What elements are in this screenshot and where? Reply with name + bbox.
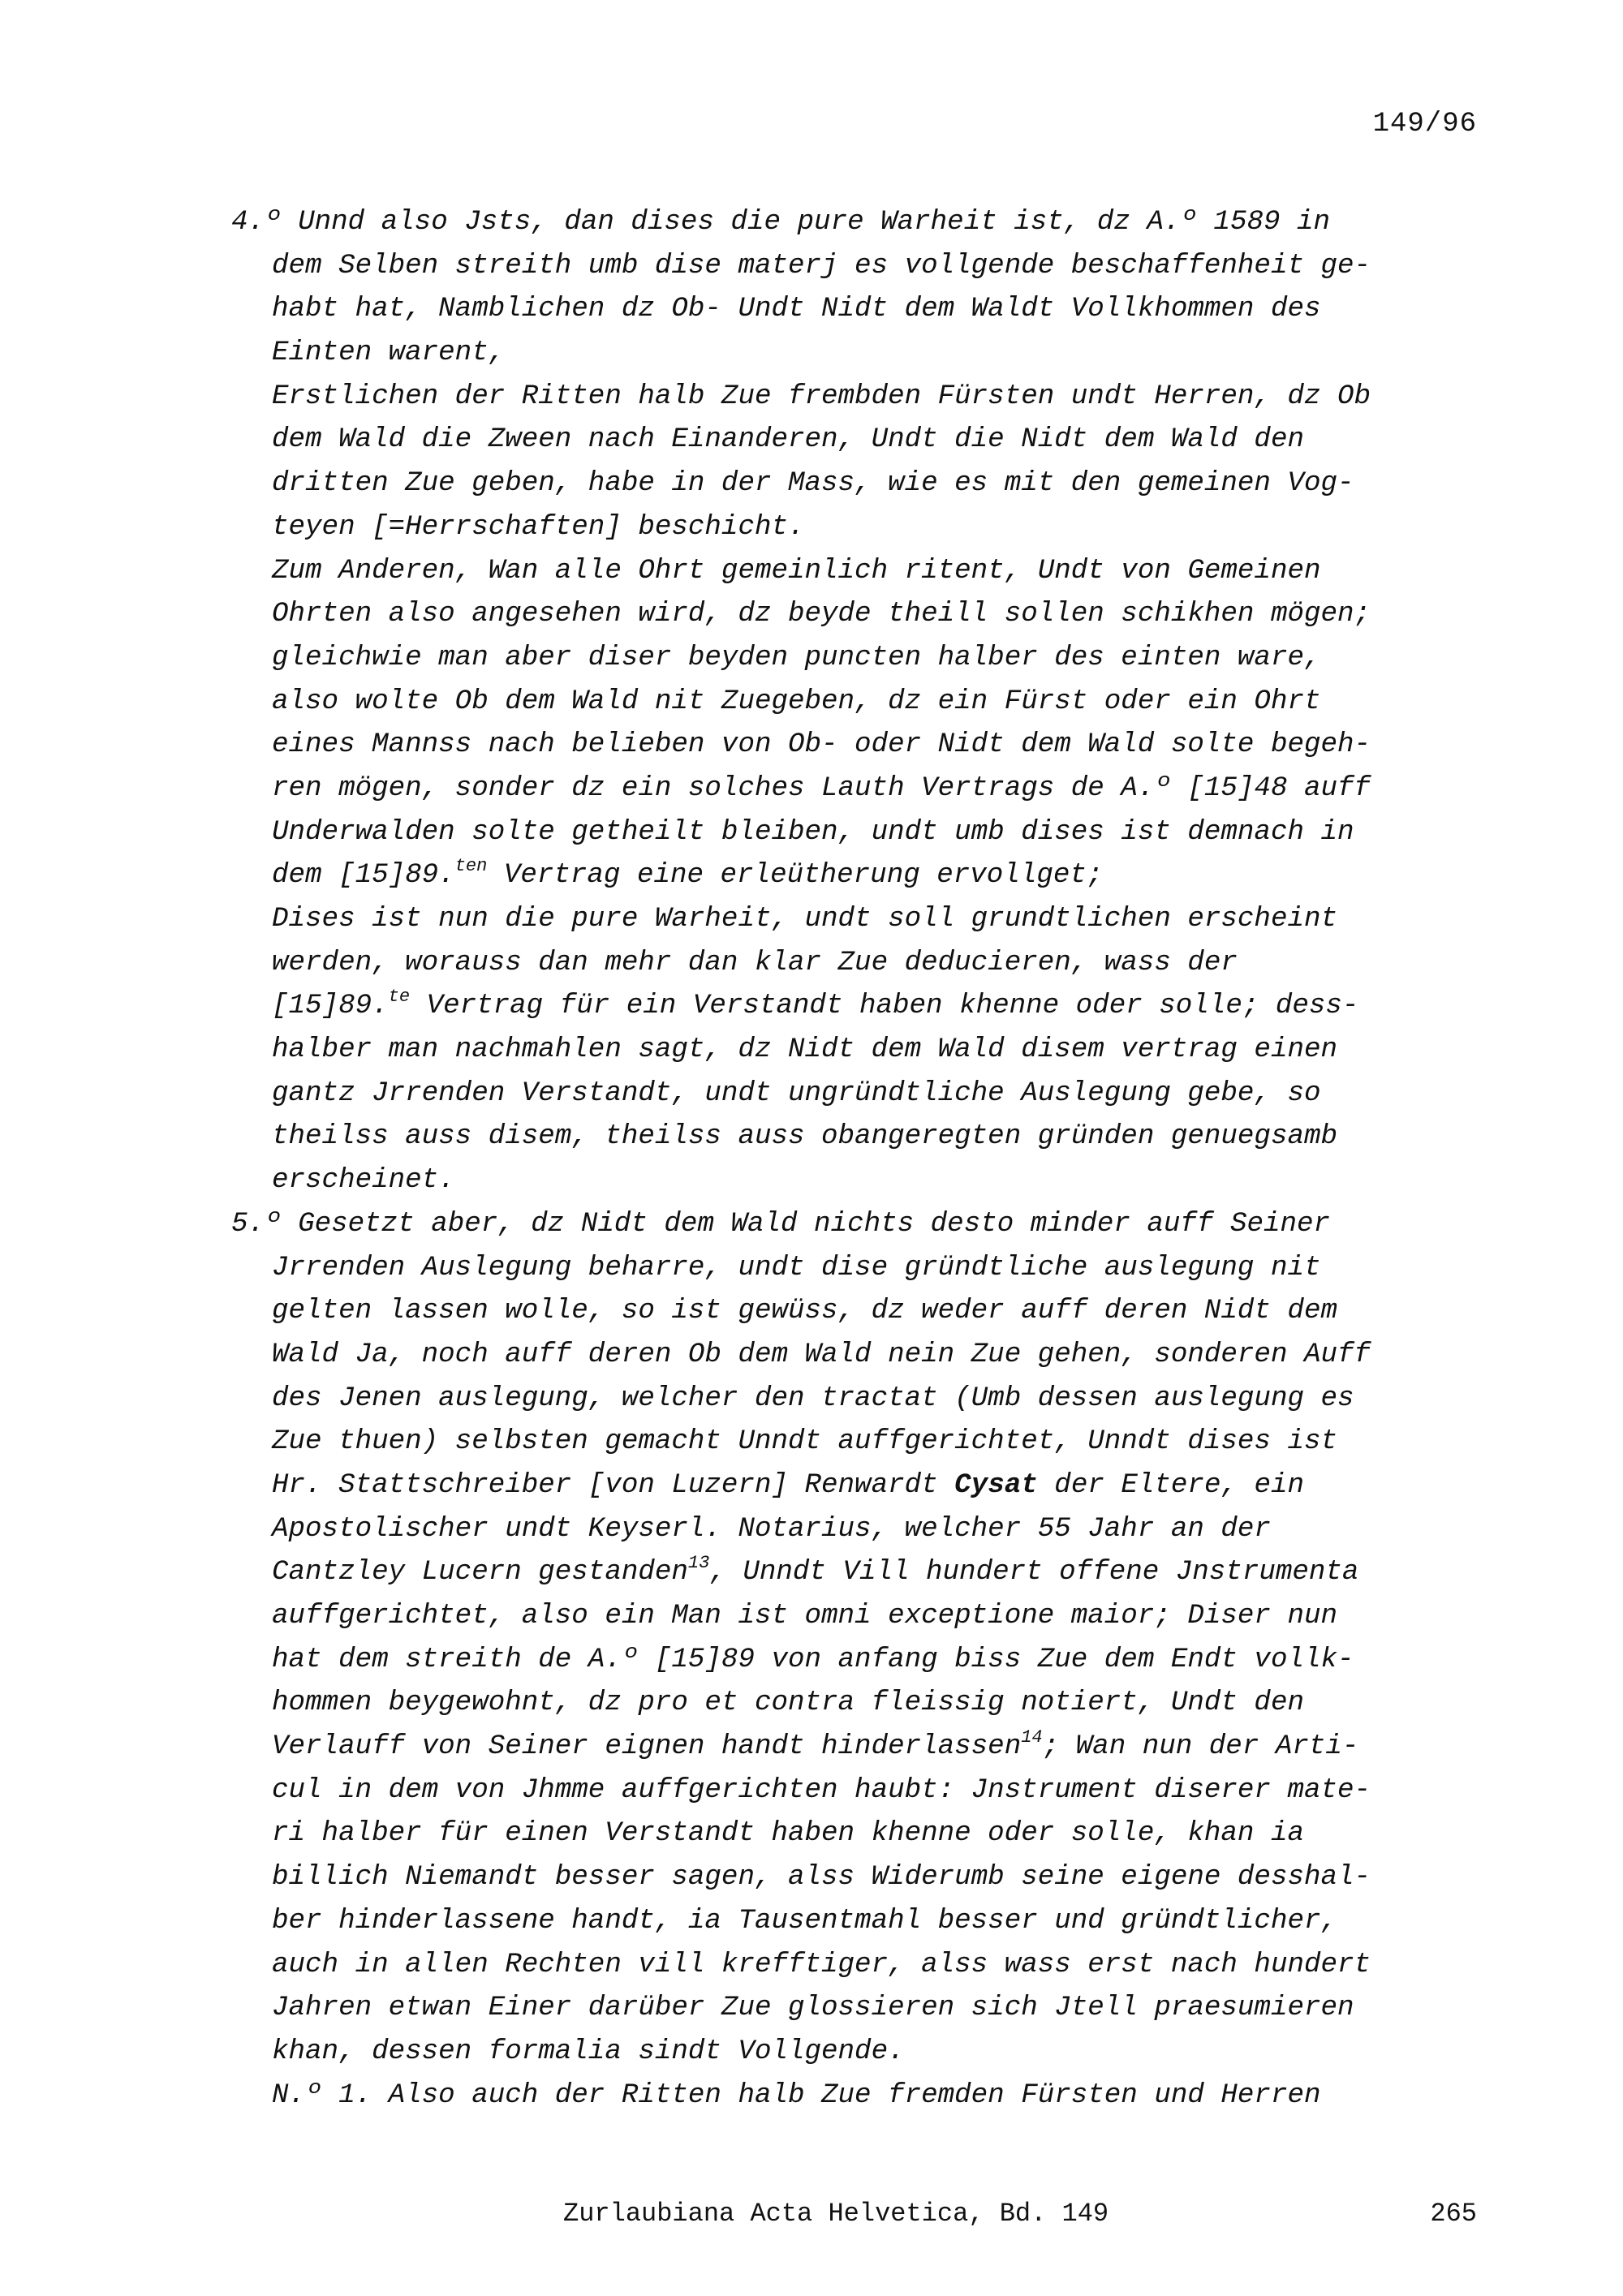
text-line: N.º 1. Also auch der Ritten halb Zue fremden Fürsten und Herren: [272, 2079, 1321, 2111]
text-segment: ; Wan nun der Arti-: [1042, 1731, 1359, 1763]
text-line: dritten Zue geben, habe in der Mass, wie es mit den gemeinen Vog-: [272, 468, 1354, 500]
text-line: gelten lassen wolle, so ist gewüss, dz weder auff deren Nidt dem: [272, 1296, 1338, 1327]
text-line: erscheinet.: [272, 1165, 455, 1197]
text-line: ber hinderlassene handt, ia Tausentmahl besser und gründtlicher,: [272, 1905, 1338, 1937]
text-segment: der Eltere, ein: [1054, 1469, 1305, 1501]
text-line: theilss auss disem, theilss auss obangeregten gründen genuegsamb: [272, 1121, 1338, 1153]
text-line: teyen [=Herrschaften] beschicht.: [272, 511, 805, 543]
text-line: auffgerichtet, also ein Man ist omni exceptione maior; Diser nun: [272, 1601, 1338, 1632]
text-line: Zum Anderen, Wan alle Ohrt gemeinlich ritent, Undt von Gemeinen: [272, 555, 1321, 587]
text-line: hat dem streith de A.º [15]89 von anfang biss Zue dem Endt vollk-: [272, 1644, 1354, 1675]
superscript: te: [388, 987, 411, 1008]
text-line: 4.º Unnd also Jsts, dan dises die pure Warheit ist, dz A.º 1589 in: [231, 207, 1331, 238]
text-line: Ohrten also angesehen wird, dz beyde theill sollen schikhen mögen;: [272, 599, 1371, 630]
text-line: gleichwie man aber diser beyden puncten halber des einten ware,: [272, 642, 1321, 673]
text-line: Erstlichen der Ritten halb Zue frembden Fürsten undt Herren, dz Ob: [272, 381, 1371, 412]
text-segment: Hr. Stattschreiber [von Luzern] Renwardt: [272, 1469, 938, 1501]
text-line: Apostolischer undt Keyserl. Notarius, welcher 55 Jahr an der: [272, 1513, 1271, 1545]
text-line: habt hat, Namblichen dz Ob- Undt Nidt dem Waldt Vollkhommen des: [272, 294, 1321, 325]
text-line: [231, 1464, 1481, 1508]
text-line: [231, 1551, 1481, 1595]
bold-name: Cysat: [954, 1469, 1038, 1501]
text-line: werden, worauss dan mehr dan klar Zue deducieren, wass der: [272, 947, 1238, 978]
text-line: ri halber für einen Verstandt haben khenne oder solle, khan ia: [272, 1818, 1304, 1850]
text-segment: Vertrag eine erleütherung ervollget;: [503, 860, 1104, 892]
text-segment: Vertrag für ein Verstandt haben khenne oder solle; dess-: [426, 991, 1359, 1022]
document-body: [231, 201, 1481, 2118]
text-line: Jrrenden Auslegung beharre, undt dise gründtliche auslegung nit: [272, 1252, 1321, 1283]
text-line: cul in dem von Jhmme auffgerichten haubt: Jnstrument diserer mate-: [272, 1774, 1371, 1806]
text-line: auch in allen Rechten vill krefftiger, alss wass erst nach hundert: [272, 1949, 1371, 1980]
text-line: billich Niemandt besser sagen, alss Widerumb seine eigene desshal-: [272, 1862, 1371, 1894]
text-line: Wald Ja, noch auff deren Ob dem Wald nein Zue gehen, sonderen Auff: [272, 1339, 1371, 1370]
text-segment: Cantzley Lucern gestanden: [272, 1557, 688, 1589]
text-line: khan, dessen formalia sindt Vollgende.: [272, 2036, 905, 2067]
text-line: 5.º Gesetzt aber, dz Nidt dem Wald nichts desto minder auff Seiner: [231, 1208, 1331, 1240]
text-line: hommen beygewohnt, dz pro et contra fleissig notiert, Undt den: [272, 1688, 1304, 1719]
text-segment: [15]89.: [272, 991, 389, 1022]
text-line: des Jenen auslegung, welcher den tractat (Umb dessen auslegung es: [272, 1382, 1354, 1414]
text-line: gantz Jrrenden Verstandt, undt ungründtliche Auslegung gebe, so: [272, 1077, 1321, 1109]
page-number: 149/96: [1372, 109, 1477, 140]
text-line: [231, 985, 1481, 1029]
text-line: dem Wald die Zween nach Einanderen, Undt die Nidt dem Wald den: [272, 424, 1304, 456]
text-line: Jahren etwan Einer darüber Zue glossieren sich Jtell praesumieren: [272, 1993, 1354, 2024]
footnote-ref: 13: [687, 1553, 710, 1574]
footer-title: Zurlaubiana Acta Helvetica, Bd. 149: [563, 2199, 1109, 2229]
text-line: Underwalden solte getheilt bleiben, undt umb dises ist demnach in: [272, 816, 1354, 848]
text-line: Dises ist nun die pure Warheit, undt soll grundtlichen erscheint: [272, 904, 1338, 935]
text-segment: , Unndt Vill hundert offene Jnstrumenta: [709, 1557, 1359, 1589]
text-line: eines Mannss nach belieben von Ob- oder Nidt dem Wald solte begeh-: [272, 729, 1371, 761]
text-line: [231, 854, 1481, 898]
text-segment: Verlauff von Seiner eignen handt hinderlassen: [272, 1731, 1022, 1763]
footer-page-number: 265: [1430, 2199, 1477, 2229]
text-line: Zue thuen) selbsten gemacht Unndt auffgerichtet, Unndt dises ist: [272, 1426, 1338, 1458]
text-line: ren mögen, sonder dz ein solches Lauth Vertrags de A.º [15]48 auff: [272, 772, 1371, 804]
text-line: halber man nachmahlen sagt, dz Nidt dem Wald disem vertrag einen: [272, 1034, 1338, 1066]
text-line: also wolte Ob dem Wald nit Zuegeben, dz ein Fürst oder ein Ohrt: [272, 686, 1321, 717]
superscript: ten: [454, 856, 488, 877]
text-line: dem Selben streith umb dise materj es vollgende beschaffenheit ge-: [272, 250, 1371, 282]
text-segment: dem [15]89.: [272, 860, 455, 892]
text-line: [231, 1726, 1481, 1769]
text-line: Einten warent,: [272, 338, 506, 369]
footnote-ref: 14: [1021, 1727, 1043, 1748]
